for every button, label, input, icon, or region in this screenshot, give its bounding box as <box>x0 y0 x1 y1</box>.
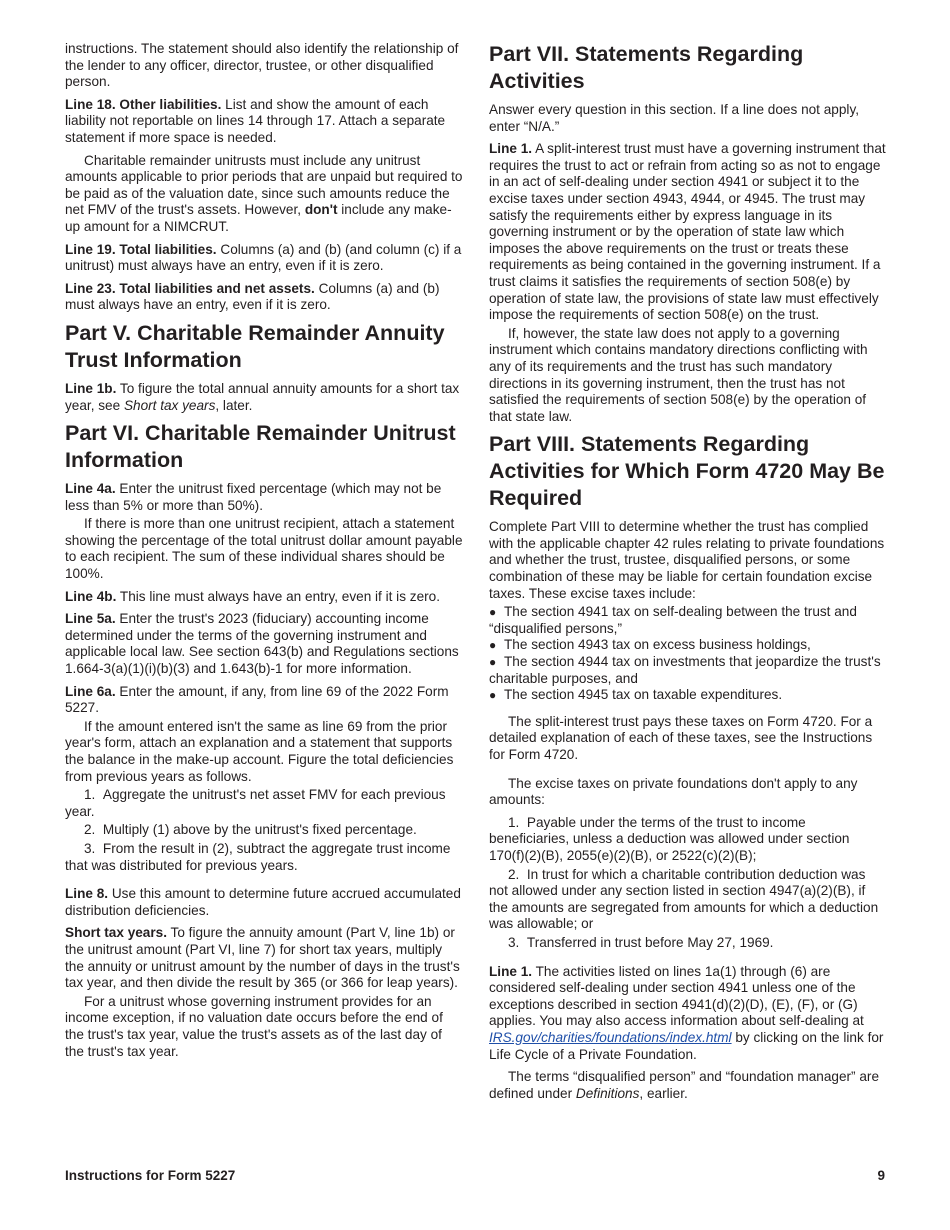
line-label: Line 6a. <box>65 683 116 699</box>
short-tax-years-paragraph <box>65 925 463 991</box>
line-label: Line 19. Total liabilities. <box>65 241 217 257</box>
paragraph: For a unitrust whose governing instrument provides for an income exception, if no valuation date occurs before the end of the trust's tax year, value the trust's assets as of the last day of the trust's tax year. <box>65 993 443 1059</box>
line-text: , later. <box>215 397 253 413</box>
part7-heading: Part VII. Statements Regarding Activities <box>489 42 804 93</box>
list-item: 2. In trust for which a charitable contribution deduction was not allowed under any section listed in section 4947(a)(2)(B), if the amounts are segregated from amounts for which a deduction was allowable; or <box>489 866 879 932</box>
footer-title: Instructions for Form 5227 <box>65 1168 236 1183</box>
unitrust-paragraph <box>65 153 463 236</box>
paragraph: If there is more than one unitrust recipient, attach a statement showing the percentage of the total unitrust dollar amount payable to each recipient. The sum of these individual shares should be 100%. <box>65 516 463 582</box>
line4a-paragraph <box>65 481 463 514</box>
list-item-text: The section 4945 tax on taxable expenditures. <box>504 687 783 703</box>
line23-paragraph <box>65 281 463 314</box>
line-label: Line 4b. <box>65 588 117 604</box>
list-item: 1. Aggregate the unitrust's net asset FMV for each previous year. <box>65 787 446 819</box>
line4b-paragraph <box>65 589 463 606</box>
text-span: , earlier. <box>639 1085 688 1101</box>
line1-selfdealing-paragraph <box>489 964 887 1064</box>
line-text: by clicking on the link for Life Cycle of a Private Foundation. <box>489 1029 884 1062</box>
list-item <box>489 687 887 704</box>
paragraph: If the amount entered isn't the same as line 69 from the prior year's form, attach an explanation and a statement that supports the balance in the make-up account. Figure the total deficiencies from previous years as follows. <box>65 718 454 784</box>
bullet-icon: ● <box>489 655 497 670</box>
line-text: The activities listed on lines 1a(1) through (6) are considered self-dealing under section 4941 unless one of the exceptions described in section 4941(d)(2)(D), (E), (F), or (G) applies. You may also access information about self-dealing at <box>489 963 864 1029</box>
text-span: The terms “disqualified person” and “foundation manager” are defined under <box>489 1069 880 1101</box>
line-label: Line 5a. <box>65 611 116 627</box>
line-text: Enter the unitrust fixed percentage (which may not be less than 5% or more than 50%). <box>65 481 442 513</box>
line-text: To figure the annuity amount (Part V, line 1b) or the unitrust amount (Part VI, line 7) for short tax years, multiply the annuity or unitrust amount by the number of days in the trust's tax year, and then divide the result by 365 (or 366 for leap years). <box>65 925 460 991</box>
irs-foundations-link[interactable]: IRS.gov/charities/foundations/index.html <box>489 1029 732 1045</box>
line18-paragraph <box>65 97 463 147</box>
paragraph: Answer every question in this section. If a line does not apply, enter “N/A.” <box>489 102 860 134</box>
line-text: A split-interest trust must have a governing instrument that requires the trust to act or refrain from acting so as not to engage in an act of self-dealing under section 4941 or subject it to the excise taxes under section 4943, 4944, or 4945. The trust may satisfy the requirements either by express language in its governing instrument or by the operation of state law which imposes the above requirements on the trust or treats these requirements as being contained in the governing instrument. If a trust claims it satisfies the requirements of section 508(e) by operation of state law, the provisions of state law must effectively impose the requirements of section 508(e) on the trust. <box>489 141 886 323</box>
bullet-icon: ● <box>489 605 497 620</box>
paragraph: Complete Part VIII to determine whether the trust has complied with the applicable chapter 42 rules relating to private foundations and whether the trust, trustee, disqualified persons, or some combination of these may be liable for certain foundation excise taxes. These excise taxes include: <box>489 519 885 601</box>
list-item <box>489 604 887 637</box>
line-text: Columns (a) and (b) must always have an entry, even if it is zero. <box>65 280 440 313</box>
part5-heading: Part V. Charitable Remainder Annuity Trust Information <box>65 320 445 372</box>
list-item <box>489 637 887 654</box>
line-text: Enter the trust's 2023 (fiduciary) accounting income determined under the terms of the governing instrument and applicable local law. See section 643(b) and Regulations sections 1.664-3(a)(1)(i)(b)(3) and 1.643(b)-1 for more information. <box>65 611 459 677</box>
list-item: 1. Payable under the terms of the trust to income beneficiaries, unless a deduction was allowed under section 170(f)(2)(B), 2055(e)(2)(B), or 2522(c)(2)(B); <box>489 814 850 863</box>
paragraph: The split-interest trust pays these taxes on Form 4720. For a detailed explanation of each of these taxes, see the Instructions for Form 4720. <box>489 713 873 762</box>
line-text: Columns (a) and (b) (and column (c) if a unitrust) must always have an entry, even if it is zero. <box>65 241 462 274</box>
text-span: include any make-up amount for a NIMCRUT. <box>65 202 452 234</box>
part8-heading: Part VIII. Statements Regarding Activities for Which Form 4720 May Be Required <box>489 432 885 511</box>
italic-text: Short tax years <box>123 397 216 413</box>
paragraph: The excise taxes on private foundations don't apply to any amounts: <box>489 775 858 808</box>
line-label: Line 8. <box>65 886 109 902</box>
line-label: Short tax years. <box>65 925 167 941</box>
bullet-icon: ● <box>489 688 497 703</box>
list-item-text: The section 4941 tax on self-dealing between the trust and “disqualified persons,” <box>489 604 857 636</box>
paragraph: instructions. The statement should also identify the relationship of the lender to any officer, director, trustee, or other disqualified person. <box>65 41 459 90</box>
list-item-text: The section 4943 tax on excess business holdings, <box>504 637 811 653</box>
list-item-text: The section 4944 tax on investments that jeopardize the trust's charitable purposes, and <box>489 654 881 686</box>
line19-paragraph <box>65 242 463 275</box>
list-item <box>489 654 887 687</box>
list-item: 2. Multiply (1) above by the unitrust's fixed percentage. <box>84 822 417 838</box>
line1-paragraph <box>489 141 887 324</box>
part6-heading: Part VI. Charitable Remainder Unitrust Information <box>65 421 456 473</box>
line-label: Line 4a. <box>65 481 116 497</box>
italic-text: Definitions <box>575 1085 640 1101</box>
line5a-paragraph <box>65 611 463 677</box>
left-column <box>65 41 463 1066</box>
line-text: Use this amount to determine future accrued accumulated distribution deficiencies. <box>65 886 461 918</box>
list-item: 3. Transferred in trust before May 27, 1969. <box>508 934 774 950</box>
bullet-icon: ● <box>489 638 497 653</box>
paragraph: If, however, the state law does not apply to a governing instrument which contains mandatory directions conflicting with any of its requirements and the trust has such mandatory directions in its governing instrument, then the trust has not satisfied the requirements of section 508(e) by the operation of that state law. <box>489 325 868 424</box>
line-label: Line 1. <box>489 963 533 979</box>
line1b-paragraph <box>65 381 463 414</box>
line6a-paragraph <box>65 684 463 717</box>
line-label: Line 23. Total liabilities and net assets. <box>65 280 315 296</box>
line-label: Line 18. Other liabilities. <box>65 96 222 112</box>
terms-paragraph <box>489 1069 887 1102</box>
text-span: Charitable remainder unitrusts must include any unitrust amounts applicable to prior periods that are unpaid but required to be paid as of the valuation date, since such amounts reduce the net FMV of the trust's assets. However, <box>65 152 463 218</box>
tax-bullet-list <box>489 604 887 704</box>
line-label: Line 1. <box>489 141 533 157</box>
right-column <box>489 41 887 1108</box>
bold-text: don't <box>304 202 338 218</box>
list-item: 3. From the result in (2), subtract the aggregate trust income that was distributed for previous years. <box>65 840 451 873</box>
line-text: This line must always have an entry, even if it is zero. <box>116 588 440 604</box>
line-text: Enter the amount, if any, from line 69 of the 2022 Form 5227. <box>65 683 449 716</box>
line-label: Line 1b. <box>65 380 117 396</box>
line-text: To figure the total annual annuity amounts for a short tax year, see <box>65 380 460 413</box>
line8-paragraph <box>65 886 463 919</box>
line-text: List and show the amount of each liability not reportable on lines 14 through 17. Attach a separate statement if more space is needed. <box>65 96 446 145</box>
page-number: 9 <box>877 1168 885 1183</box>
